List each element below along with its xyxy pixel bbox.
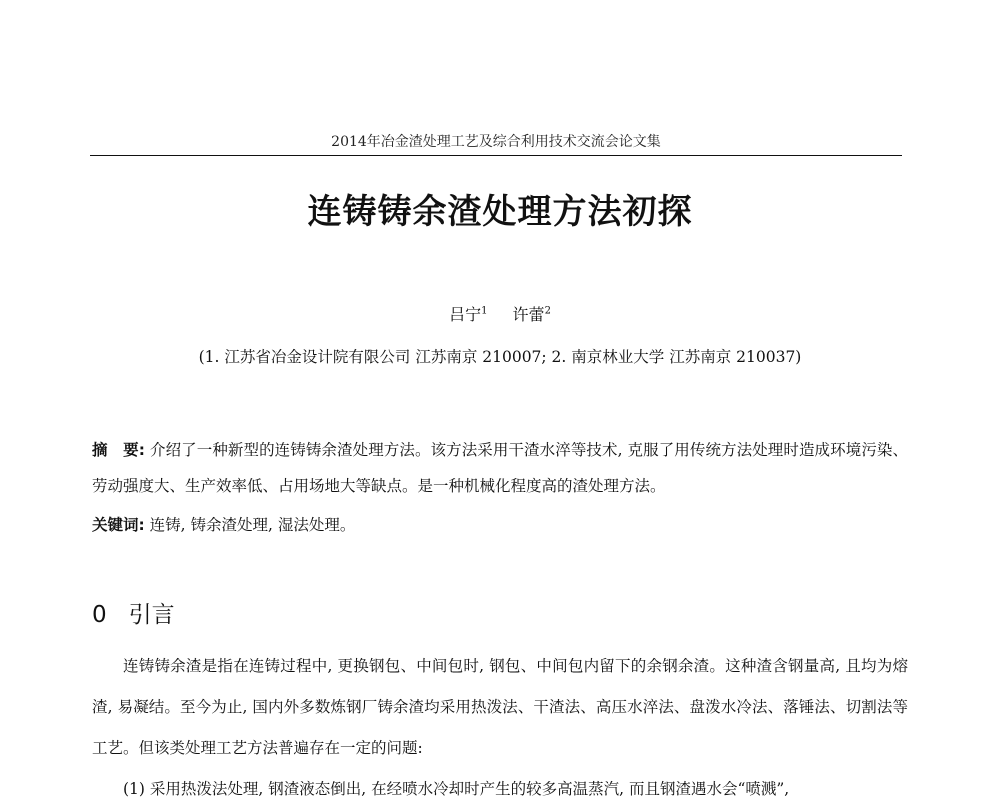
keywords: [92, 510, 908, 540]
author-name: 许蕾: [512, 305, 545, 325]
body-text: [92, 646, 908, 810]
author-name: 吕宁: [449, 305, 482, 325]
keywords-text: 连铸, 铸余渣处理, 湿法处理。: [144, 516, 356, 534]
affiliations: (1. 江苏省冶金设计院有限公司 江苏南京 210007; 2. 南京林业大学 江苏南京 210037): [198, 348, 802, 366]
section-title: 引言: [128, 602, 175, 628]
section-number: 0: [92, 602, 107, 628]
keywords-label: 关键词:: [92, 516, 145, 534]
author-2: [513, 305, 551, 324]
abstract: [92, 432, 908, 504]
paragraph: 连铸铸余渣是指在连铸过程中, 更换钢包、中间包时, 钢包、中间包内留下的余钢余渣。这种渣含钢量高, 且均为熔渣, 易凝结。至今为止, 国内外多数炼钢厂铸余渣均采用热泼法、干渣法、高压水淬法、盘泼水冷法、落锤法、切割法等工艺。但该类处理工艺方法普遍存在一定的问题:: [92, 657, 908, 757]
running-header: 2014年冶金渣处理工艺及综合利用技术交流会论文集: [331, 134, 661, 150]
paper-title: 连铸铸余渣处理方法初探: [307, 192, 693, 232]
author-list: [0, 300, 1000, 327]
list-item: (1) 采用热泼法处理, 钢渣液态倒出, 在经喷水冷却时产生的较多高温蒸汽, 而且钢渣遇水会“喷溅”,: [123, 780, 790, 798]
author-affiliation-mark: 2: [544, 306, 551, 317]
header-rule: [90, 155, 902, 156]
abstract-label: 摘 要:: [92, 441, 145, 459]
abstract-text: 介绍了一种新型的连铸铸余渣处理方法。该方法采用干渣水淬等技术, 克服了用传统方法处理时造成环境污染、劳动强度大、生产效率低、占用场地大等缺点。是一种机械化程度高的渣处理方法。: [92, 441, 908, 495]
author-1: [449, 305, 487, 324]
author-affiliation-mark: 1: [481, 306, 488, 317]
section-heading: [92, 598, 175, 632]
